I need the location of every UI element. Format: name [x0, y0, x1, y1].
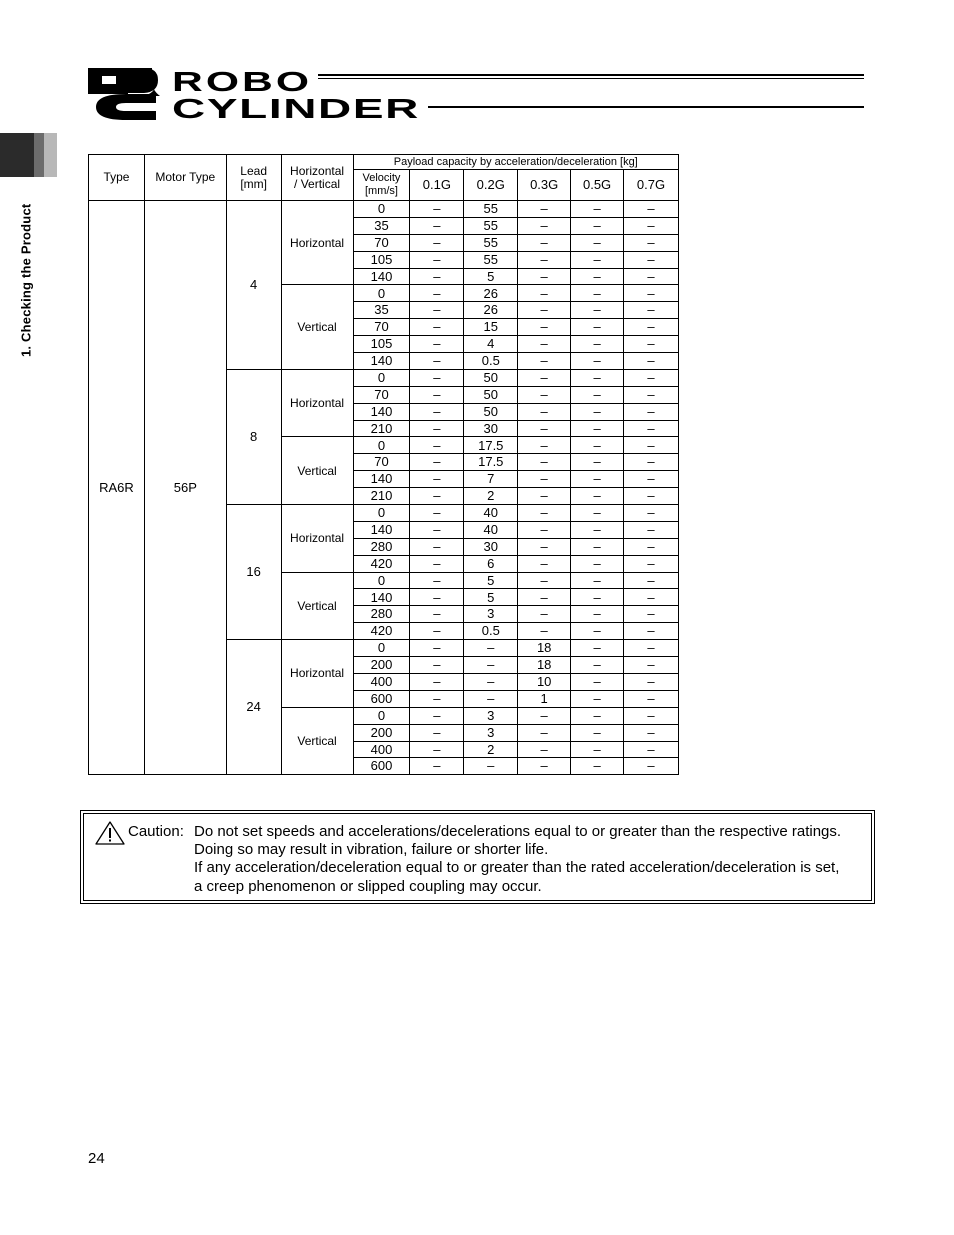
header-motor-type: Motor Type [144, 155, 226, 201]
cell-payload: 30 [464, 420, 518, 437]
cell-velocity: 140 [353, 589, 410, 606]
caution-box-inner [83, 813, 872, 901]
cell-payload: 30 [464, 538, 518, 555]
cell-payload: – [410, 521, 464, 538]
cell-payload: 18 [518, 640, 571, 657]
cell-velocity: 140 [353, 353, 410, 370]
header-velocity-text: Velocity [mm/s] [362, 172, 401, 197]
chapter-tab-light [44, 133, 57, 177]
cell-payload: 40 [464, 521, 518, 538]
cell-payload: – [518, 758, 571, 775]
caution-text [194, 823, 874, 896]
cell-payload: – [571, 673, 624, 690]
cell-payload: – [624, 302, 679, 319]
header-velocity [353, 170, 410, 201]
cell-payload: – [624, 521, 679, 538]
cell-payload: – [571, 201, 624, 218]
cell-payload: – [624, 217, 679, 234]
cell-velocity: 210 [353, 488, 410, 505]
cell-motor-type: 56P [144, 201, 226, 775]
cell-velocity: 600 [353, 758, 410, 775]
cell-payload: – [571, 234, 624, 251]
header-accel-0.2g: 0.2G [464, 170, 518, 201]
cell-payload: – [624, 336, 679, 353]
cell-payload: – [518, 741, 571, 758]
cell-payload: – [624, 403, 679, 420]
cell-payload: – [624, 758, 679, 775]
cell-payload: – [410, 369, 464, 386]
cell-payload: – [518, 201, 571, 218]
cell-payload: 3 [464, 724, 518, 741]
cell-payload: – [624, 234, 679, 251]
cell-payload: 17.5 [464, 437, 518, 454]
cell-payload: – [518, 589, 571, 606]
cell-payload: – [624, 657, 679, 674]
cell-payload: 26 [464, 285, 518, 302]
cell-payload: – [518, 437, 571, 454]
cell-velocity: 70 [353, 319, 410, 336]
cell-payload: – [410, 403, 464, 420]
cell-payload: – [624, 741, 679, 758]
cell-payload: – [624, 471, 679, 488]
cell-velocity: 140 [353, 471, 410, 488]
cell-payload: – [518, 623, 571, 640]
cell-orientation: Vertical [281, 437, 353, 505]
cell-payload: – [518, 572, 571, 589]
cell-velocity: 140 [353, 403, 410, 420]
cell-payload: – [518, 471, 571, 488]
cell-payload: 2 [464, 741, 518, 758]
cell-payload: 5 [464, 268, 518, 285]
cell-payload: – [518, 724, 571, 741]
cell-velocity: 420 [353, 555, 410, 572]
cell-lead: 16 [226, 505, 281, 640]
cell-payload: – [624, 454, 679, 471]
header-orientation-text: Horizontal / Vertical [290, 163, 345, 191]
cell-payload: – [624, 606, 679, 623]
cell-payload: 5 [464, 572, 518, 589]
header-accel-0.7g: 0.7G [624, 170, 679, 201]
chapter-tab-dark [0, 133, 34, 177]
cell-payload: – [518, 386, 571, 403]
cell-velocity: 400 [353, 673, 410, 690]
cell-payload: – [571, 454, 624, 471]
cell-payload: – [624, 386, 679, 403]
cell-payload: – [624, 640, 679, 657]
cell-payload: – [410, 217, 464, 234]
chapter-side-label: 1. Checking the Product [18, 203, 34, 357]
cell-orientation: Horizontal [281, 640, 353, 708]
cell-velocity: 0 [353, 707, 410, 724]
cell-payload: – [571, 555, 624, 572]
cell-payload: – [410, 302, 464, 319]
cell-payload: – [571, 488, 624, 505]
cell-velocity: 600 [353, 690, 410, 707]
caution-label: Caution: [128, 823, 184, 840]
cell-payload: – [410, 606, 464, 623]
payload-capacity-table [88, 154, 679, 775]
cell-velocity: 105 [353, 251, 410, 268]
cell-payload: – [410, 707, 464, 724]
cell-payload: – [410, 673, 464, 690]
cell-payload: – [624, 201, 679, 218]
cell-payload: – [624, 572, 679, 589]
cell-payload: – [518, 251, 571, 268]
cell-payload: 55 [464, 251, 518, 268]
logo-line2: CYLINDER [172, 93, 420, 122]
cell-velocity: 280 [353, 606, 410, 623]
header-rule-bottom [428, 106, 864, 108]
cell-payload: 15 [464, 319, 518, 336]
cell-payload: 55 [464, 201, 518, 218]
cell-payload: – [410, 488, 464, 505]
caution-line: If any acceleration/deceleration equal to or greater than the rated acceleration/deceleration is set, [194, 859, 840, 877]
cell-payload: – [410, 589, 464, 606]
cell-orientation: Horizontal [281, 505, 353, 573]
cell-payload: – [410, 319, 464, 336]
header-rule-top [318, 74, 864, 76]
cell-payload: – [410, 454, 464, 471]
cell-velocity: 420 [353, 623, 410, 640]
cell-payload: – [410, 234, 464, 251]
table-row [89, 201, 679, 218]
cell-payload: – [518, 538, 571, 555]
cell-payload: – [518, 369, 571, 386]
cell-payload: – [410, 386, 464, 403]
cell-velocity: 210 [353, 420, 410, 437]
cell-payload: 6 [464, 555, 518, 572]
cell-payload: – [518, 707, 571, 724]
cell-payload: – [410, 741, 464, 758]
cell-payload: – [571, 505, 624, 522]
cell-payload: 1 [518, 690, 571, 707]
cell-payload: – [571, 217, 624, 234]
cell-velocity: 200 [353, 657, 410, 674]
cell-velocity: 140 [353, 268, 410, 285]
cell-payload: – [571, 657, 624, 674]
cell-velocity: 280 [353, 538, 410, 555]
cell-payload: – [571, 353, 624, 370]
cell-payload: – [571, 386, 624, 403]
cell-payload: 3 [464, 606, 518, 623]
cell-payload: 3 [464, 707, 518, 724]
cell-payload: – [410, 285, 464, 302]
header-orientation [281, 155, 353, 201]
cell-velocity: 0 [353, 572, 410, 589]
cell-payload: – [571, 268, 624, 285]
page-number: 24 [88, 1150, 105, 1167]
cell-payload: 50 [464, 369, 518, 386]
cell-payload: – [624, 251, 679, 268]
cell-payload: – [410, 724, 464, 741]
cell-payload: – [464, 640, 518, 657]
logo-line1: ROBO [172, 66, 312, 97]
cell-velocity: 0 [353, 640, 410, 657]
header-accel-0.3g: 0.3G [518, 170, 571, 201]
cell-payload: – [518, 521, 571, 538]
cell-velocity: 200 [353, 724, 410, 741]
cell-payload: 50 [464, 403, 518, 420]
cell-payload: – [464, 673, 518, 690]
cell-type: RA6R [89, 201, 145, 775]
cell-payload: – [624, 268, 679, 285]
cell-payload: – [410, 555, 464, 572]
cell-velocity: 105 [353, 336, 410, 353]
cell-payload: – [410, 437, 464, 454]
cell-payload: – [571, 623, 624, 640]
header-lead [226, 155, 281, 201]
cell-payload: – [571, 758, 624, 775]
cell-orientation: Vertical [281, 285, 353, 369]
cell-payload: – [410, 538, 464, 555]
cell-payload: – [410, 201, 464, 218]
caution-line: a creep phenomenon or slipped coupling may occur. [194, 877, 542, 895]
cell-payload: – [410, 657, 464, 674]
cell-payload: – [624, 724, 679, 741]
cell-velocity: 0 [353, 369, 410, 386]
cell-payload: – [464, 758, 518, 775]
cell-payload: – [518, 454, 571, 471]
cell-payload: – [410, 572, 464, 589]
cell-payload: – [571, 741, 624, 758]
cell-payload: – [410, 471, 464, 488]
cell-payload: – [624, 505, 679, 522]
cell-payload: – [518, 336, 571, 353]
cell-payload: 0.5 [464, 623, 518, 640]
cell-payload: – [571, 690, 624, 707]
cell-payload: – [571, 336, 624, 353]
cell-velocity: 0 [353, 505, 410, 522]
cell-payload: – [624, 589, 679, 606]
cell-payload: – [571, 589, 624, 606]
cell-payload: – [624, 437, 679, 454]
cell-payload: – [518, 285, 571, 302]
header-lead-text: Lead [mm] [240, 163, 267, 191]
cell-payload: – [518, 403, 571, 420]
cell-payload: – [571, 302, 624, 319]
cell-payload: – [624, 555, 679, 572]
cell-orientation: Vertical [281, 707, 353, 775]
cell-payload: 55 [464, 234, 518, 251]
cell-payload: – [518, 606, 571, 623]
cell-velocity: 0 [353, 285, 410, 302]
cell-payload: 0.5 [464, 353, 518, 370]
cell-payload: – [571, 724, 624, 741]
cell-payload: – [624, 623, 679, 640]
cell-payload: – [518, 234, 571, 251]
cell-payload: – [410, 690, 464, 707]
header-payload-group: Payload capacity by acceleration/deceleration [kg] [353, 155, 678, 170]
cell-orientation: Horizontal [281, 369, 353, 437]
cell-payload: – [518, 555, 571, 572]
cell-payload: – [624, 538, 679, 555]
cell-payload: – [518, 420, 571, 437]
caution-line: Doing so may result in vibration, failure or shorter life. [194, 841, 549, 859]
cell-payload: 26 [464, 302, 518, 319]
cell-payload: – [410, 640, 464, 657]
cell-payload: – [571, 538, 624, 555]
cell-payload: – [624, 420, 679, 437]
cell-payload: 55 [464, 217, 518, 234]
cell-payload: – [518, 488, 571, 505]
cell-payload: 5 [464, 589, 518, 606]
cell-payload: – [624, 353, 679, 370]
cell-payload: 4 [464, 336, 518, 353]
cell-payload: – [624, 673, 679, 690]
cell-payload: – [518, 217, 571, 234]
cell-payload: 7 [464, 471, 518, 488]
cell-lead: 24 [226, 640, 281, 775]
cell-payload: – [464, 657, 518, 674]
cell-velocity: 0 [353, 201, 410, 218]
cell-payload: – [624, 319, 679, 336]
cell-velocity: 0 [353, 437, 410, 454]
cell-payload: – [518, 505, 571, 522]
cell-payload: – [518, 353, 571, 370]
cell-lead: 4 [226, 201, 281, 370]
cell-payload: – [518, 319, 571, 336]
cell-payload: – [410, 268, 464, 285]
cell-payload: 18 [518, 657, 571, 674]
cell-payload: – [571, 420, 624, 437]
cell-payload: – [464, 690, 518, 707]
cell-payload: – [571, 640, 624, 657]
cell-velocity: 400 [353, 741, 410, 758]
cell-payload: – [624, 369, 679, 386]
cell-payload: 2 [464, 488, 518, 505]
cell-payload: – [571, 572, 624, 589]
cell-payload: – [571, 707, 624, 724]
cell-payload: – [518, 302, 571, 319]
cell-payload: – [571, 319, 624, 336]
cell-payload: – [410, 353, 464, 370]
cell-payload: – [571, 403, 624, 420]
chapter-tab-mid [34, 133, 44, 177]
cell-payload: – [624, 488, 679, 505]
cell-velocity: 70 [353, 386, 410, 403]
cell-velocity: 35 [353, 217, 410, 234]
cell-payload: – [410, 420, 464, 437]
cell-velocity: 140 [353, 521, 410, 538]
cell-payload: – [571, 437, 624, 454]
cell-payload: – [410, 623, 464, 640]
cell-payload: – [571, 369, 624, 386]
caution-box [80, 810, 875, 904]
cell-payload: – [410, 251, 464, 268]
cell-payload: – [571, 606, 624, 623]
cell-velocity: 70 [353, 234, 410, 251]
cell-payload: – [571, 285, 624, 302]
cell-payload: – [571, 471, 624, 488]
cell-orientation: Vertical [281, 572, 353, 640]
cell-velocity: 70 [353, 454, 410, 471]
cell-payload: – [571, 521, 624, 538]
header-accel-0.1g: 0.1G [410, 170, 464, 201]
rc-logo-mark [88, 68, 160, 120]
header-rule-top-thin [318, 78, 864, 79]
cell-orientation: Horizontal [281, 201, 353, 285]
warning-triangle-icon [95, 821, 125, 845]
header-type: Type [89, 155, 145, 201]
cell-payload: 17.5 [464, 454, 518, 471]
cell-payload: – [624, 690, 679, 707]
cell-payload: – [624, 707, 679, 724]
cell-payload: – [571, 251, 624, 268]
cell-payload: – [410, 336, 464, 353]
table-body [89, 201, 679, 775]
cell-lead: 8 [226, 369, 281, 504]
header-accel-0.5g: 0.5G [571, 170, 624, 201]
cell-velocity: 35 [353, 302, 410, 319]
cell-payload: 40 [464, 505, 518, 522]
cell-payload: 10 [518, 673, 571, 690]
cell-payload: – [518, 268, 571, 285]
caution-line: Do not set speeds and accelerations/decelerations equal to or greater than the respective ratings. [194, 823, 842, 840]
cell-payload: 50 [464, 386, 518, 403]
cell-payload: – [410, 758, 464, 775]
cell-payload: – [624, 285, 679, 302]
cell-payload: – [410, 505, 464, 522]
